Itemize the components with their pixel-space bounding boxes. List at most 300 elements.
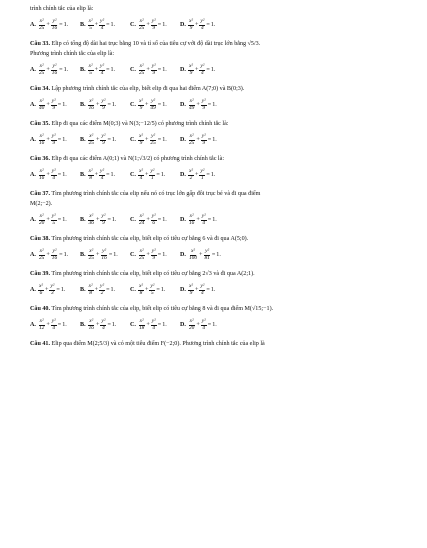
fraction xyxy=(188,19,194,31)
numerator: x² xyxy=(88,283,93,290)
option-a xyxy=(30,99,80,111)
denominator: 25 xyxy=(38,69,45,76)
fraction xyxy=(138,169,144,181)
fraction xyxy=(138,19,145,31)
q33-continuation: Phương trình chính tắc của elip là: xyxy=(30,51,115,57)
plus-sign: + xyxy=(196,321,200,328)
numerator: x² xyxy=(139,318,144,325)
option-d xyxy=(180,64,230,76)
equals-sign: = xyxy=(57,101,62,108)
equals-sign: = xyxy=(157,216,162,223)
fraction xyxy=(188,214,195,226)
equals-sign: = xyxy=(207,321,212,328)
numerator: x² xyxy=(89,98,94,105)
q41-heading xyxy=(30,341,409,348)
numerator: x² xyxy=(188,283,193,290)
rhs-value: 1. xyxy=(212,321,217,328)
fraction xyxy=(151,214,157,226)
q37-title: Câu 37. xyxy=(30,191,50,197)
equals-sign: = xyxy=(206,171,210,178)
plus-sign: + xyxy=(146,21,150,28)
numerator: y² xyxy=(205,248,210,255)
option-d xyxy=(180,134,230,146)
fraction xyxy=(149,169,155,181)
option-label: B. xyxy=(80,101,86,108)
numerator: y² xyxy=(151,133,156,140)
denominator: 2 xyxy=(189,174,193,181)
denominator: 4 xyxy=(152,324,156,331)
fraction xyxy=(88,214,95,226)
plus-sign: + xyxy=(146,66,150,73)
denominator: 9 xyxy=(102,104,105,111)
q40-title: Câu 40. xyxy=(30,306,50,312)
option-label: C. xyxy=(130,66,136,73)
denominator: 25 xyxy=(88,139,94,146)
fraction xyxy=(38,284,44,296)
plus-sign: + xyxy=(46,171,50,178)
denominator: 8 xyxy=(139,289,143,296)
plus-sign: + xyxy=(94,21,99,28)
q38-options xyxy=(30,247,409,263)
numerator: x² xyxy=(139,63,144,70)
numerator: y² xyxy=(200,18,205,25)
denominator: 8 xyxy=(89,289,92,296)
q35-title: Câu 35. xyxy=(30,121,50,127)
option-b xyxy=(80,284,130,296)
numerator: x² xyxy=(39,63,44,70)
plus-sign: + xyxy=(196,136,200,143)
option-b xyxy=(80,99,130,111)
fraction xyxy=(88,64,94,76)
equals-sign: = xyxy=(57,321,62,328)
rhs-value: 1. xyxy=(162,136,167,143)
option-label: D. xyxy=(180,66,186,73)
denominator: 25 xyxy=(38,24,45,31)
denominator: 5 xyxy=(52,219,56,226)
option-b xyxy=(80,134,130,146)
denominator: 9 xyxy=(202,139,206,146)
plus-sign: + xyxy=(95,136,100,143)
fraction xyxy=(138,99,144,111)
rhs-value: 1. xyxy=(162,101,167,108)
numerator: x² xyxy=(39,98,44,105)
denominator: 9 xyxy=(152,24,156,31)
plus-sign: + xyxy=(95,101,100,108)
numerator: y² xyxy=(201,213,206,220)
fraction xyxy=(51,134,57,146)
fraction xyxy=(138,64,145,76)
fraction xyxy=(149,134,156,146)
option-b xyxy=(80,19,130,31)
rhs-value: 1. xyxy=(210,21,216,28)
denominator: 24 xyxy=(138,219,145,226)
denominator: 16 xyxy=(51,24,58,31)
option-d xyxy=(180,169,230,181)
rhs-value: 1. xyxy=(212,101,217,108)
rhs-value: 1. xyxy=(111,321,117,328)
numerator: y² xyxy=(101,318,106,325)
equals-sign: = xyxy=(156,171,160,178)
numerator: x² xyxy=(189,98,194,105)
option-label: D. xyxy=(180,101,186,108)
numerator: y² xyxy=(200,168,205,175)
rhs-value: 1. xyxy=(60,286,66,293)
numerator: y² xyxy=(101,133,106,140)
plus-sign: + xyxy=(194,171,199,178)
option-a xyxy=(30,64,80,76)
q38-text: Tìm phương trình chính tắc của elip, biết elip có tiêu cự bằng 6 và đi qua A(5;0). xyxy=(51,236,249,242)
numerator: y² xyxy=(151,248,156,255)
denominator: 4 xyxy=(52,174,56,181)
denominator: 4 xyxy=(52,324,56,331)
numerator: y² xyxy=(100,283,105,290)
option-b xyxy=(80,214,130,226)
denominator: 20 xyxy=(38,219,45,226)
plus-sign: + xyxy=(46,21,50,28)
option-label: A. xyxy=(30,321,36,328)
fraction xyxy=(51,19,58,31)
denominator: 18 xyxy=(138,324,145,331)
option-label: D. xyxy=(180,136,186,143)
denominator: 9 xyxy=(152,254,156,261)
plus-sign: + xyxy=(144,136,149,143)
numerator: y² xyxy=(200,63,205,70)
rhs-value: 1. xyxy=(63,251,69,258)
equals-sign: = xyxy=(106,171,110,178)
denominator: 5 xyxy=(89,69,92,76)
rhs-value: 1. xyxy=(63,66,69,73)
q33-title: Câu 33. xyxy=(30,41,50,47)
rhs-value: 1. xyxy=(212,216,217,223)
rhs-value: 1. xyxy=(160,171,166,178)
denominator: 9 xyxy=(189,24,193,31)
option-label: A. xyxy=(30,216,36,223)
q36-options xyxy=(30,167,409,183)
fraction xyxy=(100,214,106,226)
numerator: y² xyxy=(101,98,106,105)
denominator: 5 xyxy=(151,289,154,296)
denominator: 25 xyxy=(138,69,145,76)
denominator: 100 xyxy=(188,254,198,261)
q36-heading xyxy=(30,156,409,163)
fraction xyxy=(199,64,205,76)
q41-title: Câu 41. xyxy=(30,341,50,347)
fraction xyxy=(51,64,58,76)
q38-title: Câu 38. xyxy=(30,236,50,242)
numerator: y² xyxy=(52,18,57,25)
fraction xyxy=(201,214,207,226)
fraction xyxy=(138,134,144,146)
option-c xyxy=(130,169,180,181)
rhs-value: 1. xyxy=(110,171,116,178)
fraction xyxy=(38,99,45,111)
numerator: y² xyxy=(201,133,206,140)
denominator: 25 xyxy=(188,139,195,146)
denominator: 16 xyxy=(88,104,94,111)
rhs-value: 1. xyxy=(111,101,117,108)
fraction xyxy=(201,319,207,331)
denominator: 9 xyxy=(52,104,56,111)
numerator: y² xyxy=(150,283,155,290)
denominator: 16 xyxy=(88,324,94,331)
option-label: C. xyxy=(130,101,136,108)
option-label: A. xyxy=(30,251,36,258)
option-label: B. xyxy=(80,171,86,178)
fraction xyxy=(100,134,106,146)
numerator: y² xyxy=(201,98,206,105)
option-c xyxy=(130,319,180,331)
fraction xyxy=(199,284,205,296)
fraction xyxy=(88,284,94,296)
option-label: C. xyxy=(130,216,136,223)
denominator: 6 xyxy=(39,289,43,296)
equals-sign: = xyxy=(107,321,111,328)
option-label: D. xyxy=(180,286,186,293)
plus-sign: + xyxy=(94,66,99,73)
fraction xyxy=(38,169,45,181)
equals-sign: = xyxy=(57,216,62,223)
fraction xyxy=(99,64,105,76)
numerator: y² xyxy=(101,213,106,220)
plus-sign: + xyxy=(144,286,149,293)
equals-sign: = xyxy=(106,21,110,28)
fraction xyxy=(88,319,95,331)
q37-continuation: M(2;−2). xyxy=(30,201,53,207)
fraction xyxy=(151,319,157,331)
q32-options xyxy=(30,17,409,33)
fraction xyxy=(100,99,106,111)
equals-sign: = xyxy=(107,101,111,108)
numerator: x² xyxy=(89,318,94,325)
rhs-value: 1. xyxy=(110,21,116,28)
equals-sign: = xyxy=(107,216,111,223)
rhs-value: 1. xyxy=(62,321,67,328)
fraction xyxy=(88,134,95,146)
denominator: 4 xyxy=(201,24,204,31)
option-a xyxy=(30,214,80,226)
fraction xyxy=(88,19,94,31)
fraction xyxy=(138,214,145,226)
option-label: D. xyxy=(180,216,186,223)
plus-sign: + xyxy=(46,66,50,73)
numerator: y² xyxy=(51,318,56,325)
denominator: 4 xyxy=(100,174,104,181)
option-label: D. xyxy=(180,171,186,178)
plus-sign: + xyxy=(94,286,99,293)
option-label: B. xyxy=(80,21,86,28)
numerator: y² xyxy=(201,318,206,325)
equals-sign: = xyxy=(106,66,110,73)
rhs-value: 1. xyxy=(63,21,69,28)
rhs-value: 1. xyxy=(62,101,67,108)
numerator: x² xyxy=(39,133,44,140)
denominator: 25 xyxy=(138,24,145,31)
option-a xyxy=(30,19,80,31)
rhs-value: 1. xyxy=(162,66,167,73)
option-d xyxy=(180,319,230,331)
equals-sign: = xyxy=(206,66,210,73)
q39-text: Tìm phương trình chính tắc của elip, biết elip có tiêu cự bằng 2√3 và đi qua A(2;1). xyxy=(51,271,255,277)
option-label: B. xyxy=(80,136,86,143)
numerator: y² xyxy=(51,168,56,175)
plus-sign: + xyxy=(194,66,199,73)
denominator: 9 xyxy=(139,139,143,146)
denominator: 4 xyxy=(139,174,143,181)
numerator: y² xyxy=(151,213,156,220)
numerator: y² xyxy=(151,98,156,105)
numerator: y² xyxy=(100,18,105,25)
option-label: D. xyxy=(180,21,186,28)
plus-sign: + xyxy=(144,101,149,108)
numerator: y² xyxy=(151,18,156,25)
denominator: 9 xyxy=(139,104,143,111)
option-b xyxy=(80,64,130,76)
numerator: x² xyxy=(138,98,143,105)
denominator: 4 xyxy=(201,69,204,76)
option-a xyxy=(30,134,80,146)
denominator: 4 xyxy=(201,289,204,296)
fraction xyxy=(151,64,157,76)
q37-options xyxy=(30,212,409,228)
plus-sign: + xyxy=(196,216,200,223)
q38-heading xyxy=(30,236,409,243)
equals-sign: = xyxy=(59,251,63,258)
denominator: 16 xyxy=(38,174,45,181)
numerator: x² xyxy=(138,283,143,290)
option-label: B. xyxy=(80,66,86,73)
denominator: 5 xyxy=(89,24,92,31)
numerator: x² xyxy=(138,168,143,175)
equals-sign: = xyxy=(207,136,212,143)
rhs-value: 1. xyxy=(162,21,167,28)
numerator: x² xyxy=(38,283,43,290)
numerator: y² xyxy=(52,63,57,70)
numerator: x² xyxy=(139,248,144,255)
numerator: y² xyxy=(51,213,56,220)
fraction xyxy=(151,249,157,261)
equals-sign: = xyxy=(157,321,162,328)
equals-sign: = xyxy=(57,171,62,178)
numerator: x² xyxy=(89,248,94,255)
plus-sign: + xyxy=(95,321,100,328)
fraction xyxy=(151,19,157,31)
q34-title: Câu 34. xyxy=(30,86,50,92)
numerator: y² xyxy=(100,63,105,70)
option-a xyxy=(30,284,80,296)
fraction xyxy=(99,284,105,296)
numerator: x² xyxy=(189,318,194,325)
denominator: 8 xyxy=(89,174,92,181)
option-label: D. xyxy=(180,321,186,328)
plus-sign: + xyxy=(46,136,50,143)
equals-sign: = xyxy=(211,251,216,258)
plus-sign: + xyxy=(46,251,50,258)
numerator: y² xyxy=(52,248,57,255)
denominator: 16 xyxy=(51,254,58,261)
equals-sign: = xyxy=(57,136,62,143)
rhs-value: 1. xyxy=(113,251,118,258)
plus-sign: + xyxy=(146,321,150,328)
numerator: x² xyxy=(39,168,44,175)
numerator: x² xyxy=(89,133,94,140)
option-label: C. xyxy=(130,286,136,293)
numerator: x² xyxy=(188,168,193,175)
equals-sign: = xyxy=(206,21,210,28)
denominator: 16 xyxy=(51,69,58,76)
option-label: B. xyxy=(80,321,86,328)
fraction xyxy=(201,99,207,111)
fraction xyxy=(188,284,194,296)
equals-sign: = xyxy=(157,101,162,108)
rhs-value: 1. xyxy=(210,286,216,293)
denominator: 4 xyxy=(202,219,206,226)
fraction xyxy=(188,134,195,146)
option-label: A. xyxy=(30,21,36,28)
equals-sign: = xyxy=(157,251,162,258)
q39-title: Câu 39. xyxy=(30,271,50,277)
denominator: 12 xyxy=(38,324,45,331)
option-label: C. xyxy=(130,251,136,258)
numerator: y² xyxy=(151,318,156,325)
numerator: x² xyxy=(89,213,94,220)
equals-sign: = xyxy=(207,216,212,223)
fraction xyxy=(149,284,155,296)
denominator: 2 xyxy=(100,289,104,296)
denominator: 9 xyxy=(52,139,56,146)
plus-sign: + xyxy=(146,216,150,223)
fraction xyxy=(188,169,194,181)
equals-sign: = xyxy=(59,66,63,73)
denominator: 4 xyxy=(100,69,104,76)
denominator: 25 xyxy=(38,254,45,261)
numerator: y² xyxy=(51,133,56,140)
numerator: y² xyxy=(151,63,156,70)
option-c xyxy=(130,214,180,226)
option-a xyxy=(30,319,80,331)
equals-sign: = xyxy=(108,251,113,258)
q33-options xyxy=(30,62,409,78)
fraction xyxy=(51,249,58,261)
option-label: B. xyxy=(80,216,86,223)
q33-text: Elip có tổng độ dài hai trục bằng 10 và tỉ số của tiêu cự với độ dài trục lớn bằng √5/3. xyxy=(51,41,261,47)
plus-sign: + xyxy=(144,171,149,178)
fraction xyxy=(138,284,144,296)
option-d xyxy=(180,19,230,31)
fraction xyxy=(38,19,45,31)
rhs-value: 1. xyxy=(162,251,167,258)
plus-sign: + xyxy=(196,101,200,108)
option-b xyxy=(80,319,130,331)
denominator: 49 xyxy=(188,104,195,111)
q34-heading xyxy=(30,86,409,93)
numerator: x² xyxy=(189,133,194,140)
option-label: A. xyxy=(30,101,36,108)
fraction xyxy=(88,169,94,181)
option-label: B. xyxy=(80,251,86,258)
numerator: x² xyxy=(188,63,193,70)
fraction xyxy=(138,249,145,261)
rhs-value: 1. xyxy=(110,66,116,73)
numerator: x² xyxy=(39,248,44,255)
option-c xyxy=(130,99,180,111)
numerator: x² xyxy=(139,213,144,220)
numerator: y² xyxy=(200,283,205,290)
denominator: 9 xyxy=(189,289,193,296)
denominator: 9 xyxy=(189,69,193,76)
denominator: 25 xyxy=(150,139,156,146)
numerator: x² xyxy=(39,318,44,325)
option-c xyxy=(130,64,180,76)
